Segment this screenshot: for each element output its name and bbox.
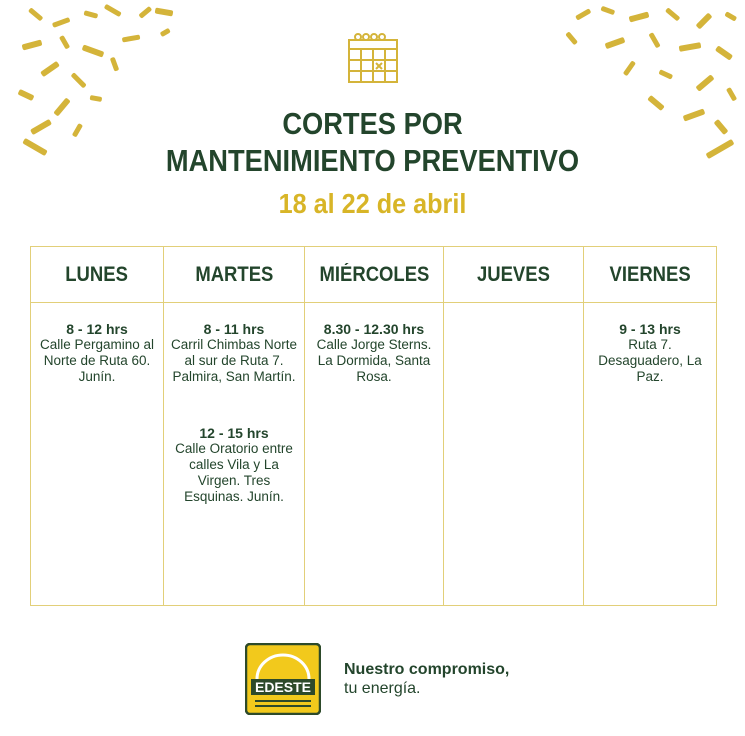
entry-time: 8 - 12 hrs (66, 321, 128, 337)
entry-time: 12 - 15 hrs (199, 425, 269, 441)
column-header-lunes: LUNES (65, 262, 129, 286)
column-header-jueves: JUEVES (477, 262, 550, 286)
entry-time: 8.30 - 12.30 hrs (323, 321, 425, 337)
column-header-viernes: VIERNES (609, 262, 691, 286)
slogan-line1: Nuestro compromiso, (344, 661, 510, 678)
entry-time: 8 - 11 hrs (203, 321, 265, 337)
entry-place: Carril Chimbas Norte al sur de Ruta 7. Palmira, San Martín. (170, 337, 298, 384)
column-miercoles (305, 247, 444, 605)
entry-place: Ruta 7. Desaguadero, La Paz. (598, 337, 702, 384)
column-viernes (584, 247, 716, 605)
column-jueves (444, 247, 584, 605)
schedule-entry (31, 321, 163, 385)
entry-place: Calle Pergamino al Norte de Ruta 60. Junín. (39, 337, 155, 384)
schedule-entry (164, 321, 304, 385)
page-title-line1: CORTES POR (282, 106, 463, 141)
column-lunes (31, 247, 164, 605)
calendar-icon (346, 32, 400, 84)
page-title-line2: MANTENIMIENTO PREVENTIVO (165, 143, 580, 178)
column-header-miercoles: MIÉRCOLES (319, 262, 429, 286)
slogan-line2: tu energía. (344, 680, 421, 697)
column-header-martes: MARTES (194, 262, 274, 286)
footer-slogan (344, 660, 509, 698)
entry-place: Calle Jorge Sterns. La Dormida, Santa Rosa. (316, 337, 432, 384)
schedule-table (30, 246, 717, 606)
schedule-entry (584, 321, 716, 385)
schedule-entry (164, 425, 304, 505)
entry-time: 9 - 13 hrs (619, 321, 681, 337)
entry-place: Calle Oratorio entre calles Vila y La Virgen. Tres Esquinas. Junín. (175, 441, 293, 504)
logo-text: EDESTE (254, 679, 312, 695)
schedule-entry (305, 321, 443, 385)
date-range: 18 al 22 de abril (278, 188, 467, 219)
column-martes (164, 247, 305, 605)
edeste-logo (245, 643, 321, 715)
